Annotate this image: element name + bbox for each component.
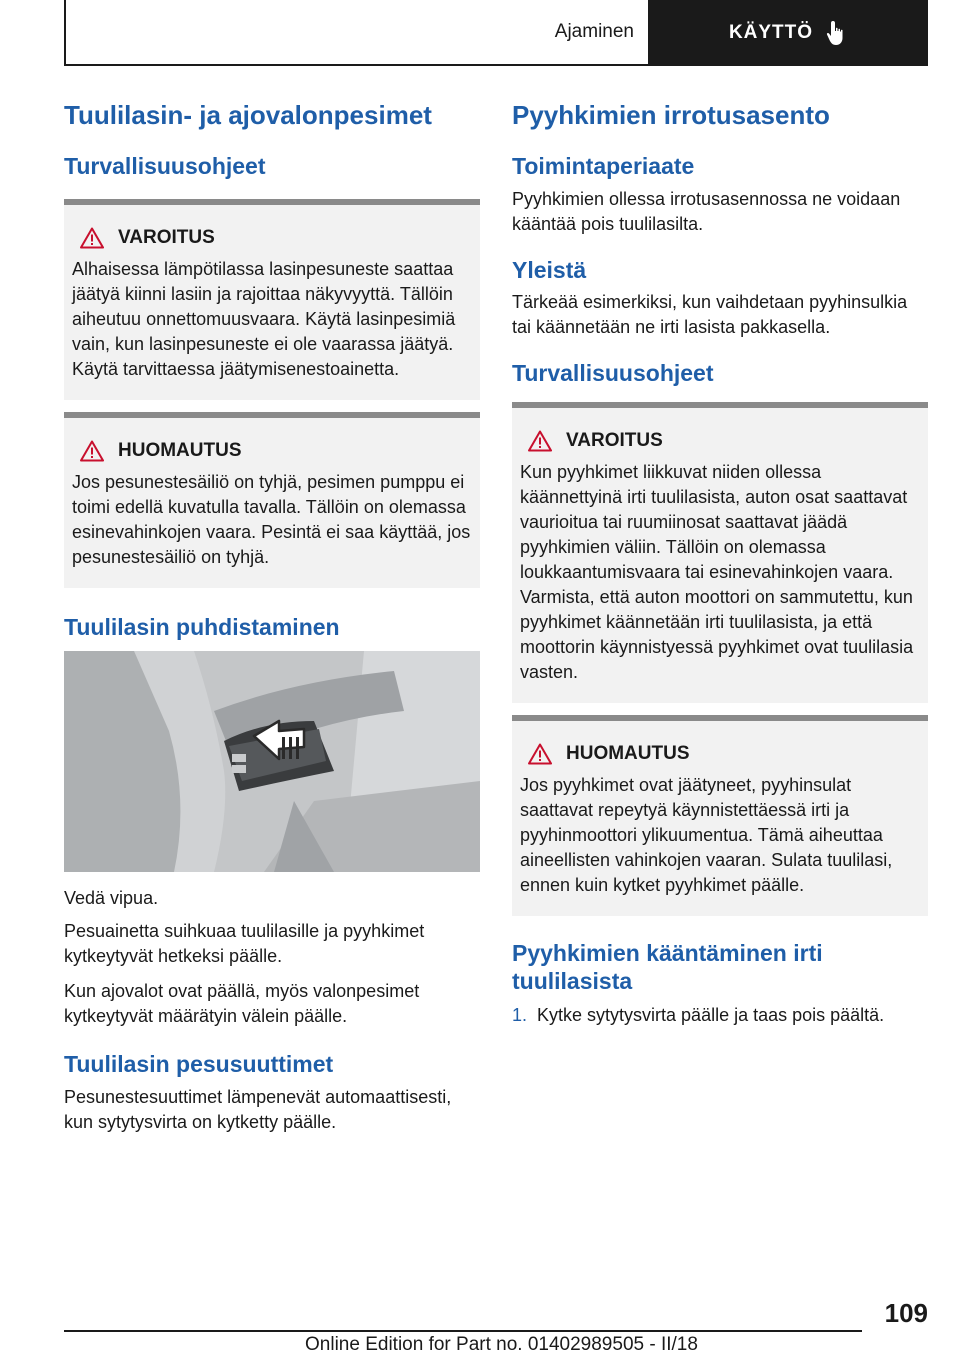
heading-turn-wipers: Pyyhkimien kääntäminen irti tuulilasista: [512, 939, 823, 994]
warning-triangle-icon: [80, 227, 104, 249]
list-text: Kytke sytytysvirta päälle ja taas pois päältä.: [537, 1005, 885, 1026]
warning-text-right: Kun pyyhkimet liikkuvat niiden ollessa käännettyinä irti tuulilasista, auton osat saattavat vaurioitua tai ruumiinosat saattavat jäädä pyyhkimien väliin. Tällöin on olemassa loukkaantumisvaara tai esinevahinkojen vaara. Varmista, että auton moottori on sammutettu, kun pyyhkimet käännetään irti tuulilasista, ja että moottorin käynnistyessä pyyhkimet ovat tuulilasia vasten.: [520, 461, 914, 682]
list-item: [512, 1003, 928, 1028]
hand-pointer-icon: [825, 19, 849, 47]
footer-divider: [64, 1330, 862, 1332]
page-header: [64, 0, 928, 66]
warning-box-left: [64, 199, 480, 400]
para-general: Tärkeää esimerkiksi, kun vaihdetaan pyyhinsulkia tai käännetään ne irti lasista pakkasella.: [512, 292, 908, 338]
warning-text: Alhaisessa lämpötilassa lasinpesuneste saattaa jäätyä kiinni lasiin ja rajoittaa näkyvyyttä. Tällöin aiheutuu onnettomuusvaara. Käytä lasinpesimiä vain, kun lasinpesuneste ei ole vaarassa jäätyä. Käytä tarvittaessa jäätymisenestoainetta.: [72, 258, 456, 379]
wiper-lever-illustration: [64, 651, 480, 872]
para-headlight-washers: Kun ajovalot ovat päällä, myös valonpesimet kytkeytyvät määrätyin välein päälle.: [64, 981, 420, 1027]
heading-safety-right: Turvallisuusohjeet: [512, 360, 714, 387]
heading-nozzles: Tuulilasin pesusuuttimet: [64, 1051, 334, 1078]
warning-box-right: [512, 402, 928, 703]
para-nozzles: Pesunestesuuttimet lämpenevät automaattisesti, kun sytytysvirta on kytketty päälle.: [64, 1086, 452, 1132]
warning-title-right: [520, 430, 920, 452]
warning-label: VAROITUS: [118, 226, 215, 248]
para-washer-spray: Pesuainetta suihkuaa tuulilasille ja pyyhkimet kytkeytyvät hetkeksi päälle.: [64, 921, 425, 967]
heading-safety-left: Turvallisuusohjeet: [64, 153, 266, 180]
notice-box-left: [64, 412, 480, 588]
left-column: [64, 100, 480, 1135]
section-title-wiper-position: Pyyhkimien irrotusasento: [512, 100, 830, 130]
warning-title: [72, 227, 472, 249]
chapter-label: Ajaminen: [554, 21, 634, 42]
para-pull-lever: Vedä vipua.: [64, 888, 159, 909]
notice-label-right: HUOMAUTUS: [566, 742, 690, 764]
wiper-lever-drawing: [64, 651, 480, 872]
heading-principle: Toimintaperiaate: [512, 153, 695, 180]
right-column: [512, 100, 928, 1028]
warning-triangle-icon: [528, 430, 552, 452]
notice-triangle-icon: [528, 743, 552, 765]
section-label: KÄYTTÖ: [728, 22, 814, 43]
heading-cleaning: Tuulilasin puhdistaminen: [64, 613, 340, 640]
list-number: 1.: [512, 1005, 528, 1026]
notice-label: HUOMAUTUS: [118, 439, 242, 461]
heading-general: Yleistä: [512, 256, 587, 283]
notice-text-right: Jos pyyhkimet ovat jäätyneet, pyyhinsulat saattavat repeytyä käynnistettäessä irti ja pyyhinmoottori ylikuumentua. Tämä aiheuttaa aineellisten vahinkojen vaaran. Sulata tuulilasi, ennen kuin kytket pyyhkimet päälle.: [520, 774, 893, 895]
chapter-tab[interactable]: [64, 0, 650, 66]
notice-title: [72, 440, 472, 462]
page-number: 109: [884, 1298, 928, 1328]
warning-label-right: VAROITUS: [566, 429, 663, 451]
section-title-washers: Tuulilasin- ja ajovalonpesimet: [64, 100, 432, 130]
edition-info: Online Edition for Part no. 01402989505 - II/18: [305, 1334, 698, 1355]
notice-title-right: [520, 743, 920, 765]
notice-text: Jos pesunestesäiliö on tyhjä, pesimen pumppu ei toimi edellä kuvatulla tavalla. Tällöin on olemassa esinevahinkojen vaara. Pesintä ei saa käyttää, jos pesunestesäiliö on tyhjä.: [72, 471, 471, 567]
notice-box-right: [512, 715, 928, 916]
para-principle: Pyyhkimien ollessa irrotusasennossa ne voidaan kääntää pois tuulilasilta.: [512, 188, 901, 234]
section-tab[interactable]: [650, 0, 928, 66]
notice-triangle-icon: [80, 440, 104, 462]
